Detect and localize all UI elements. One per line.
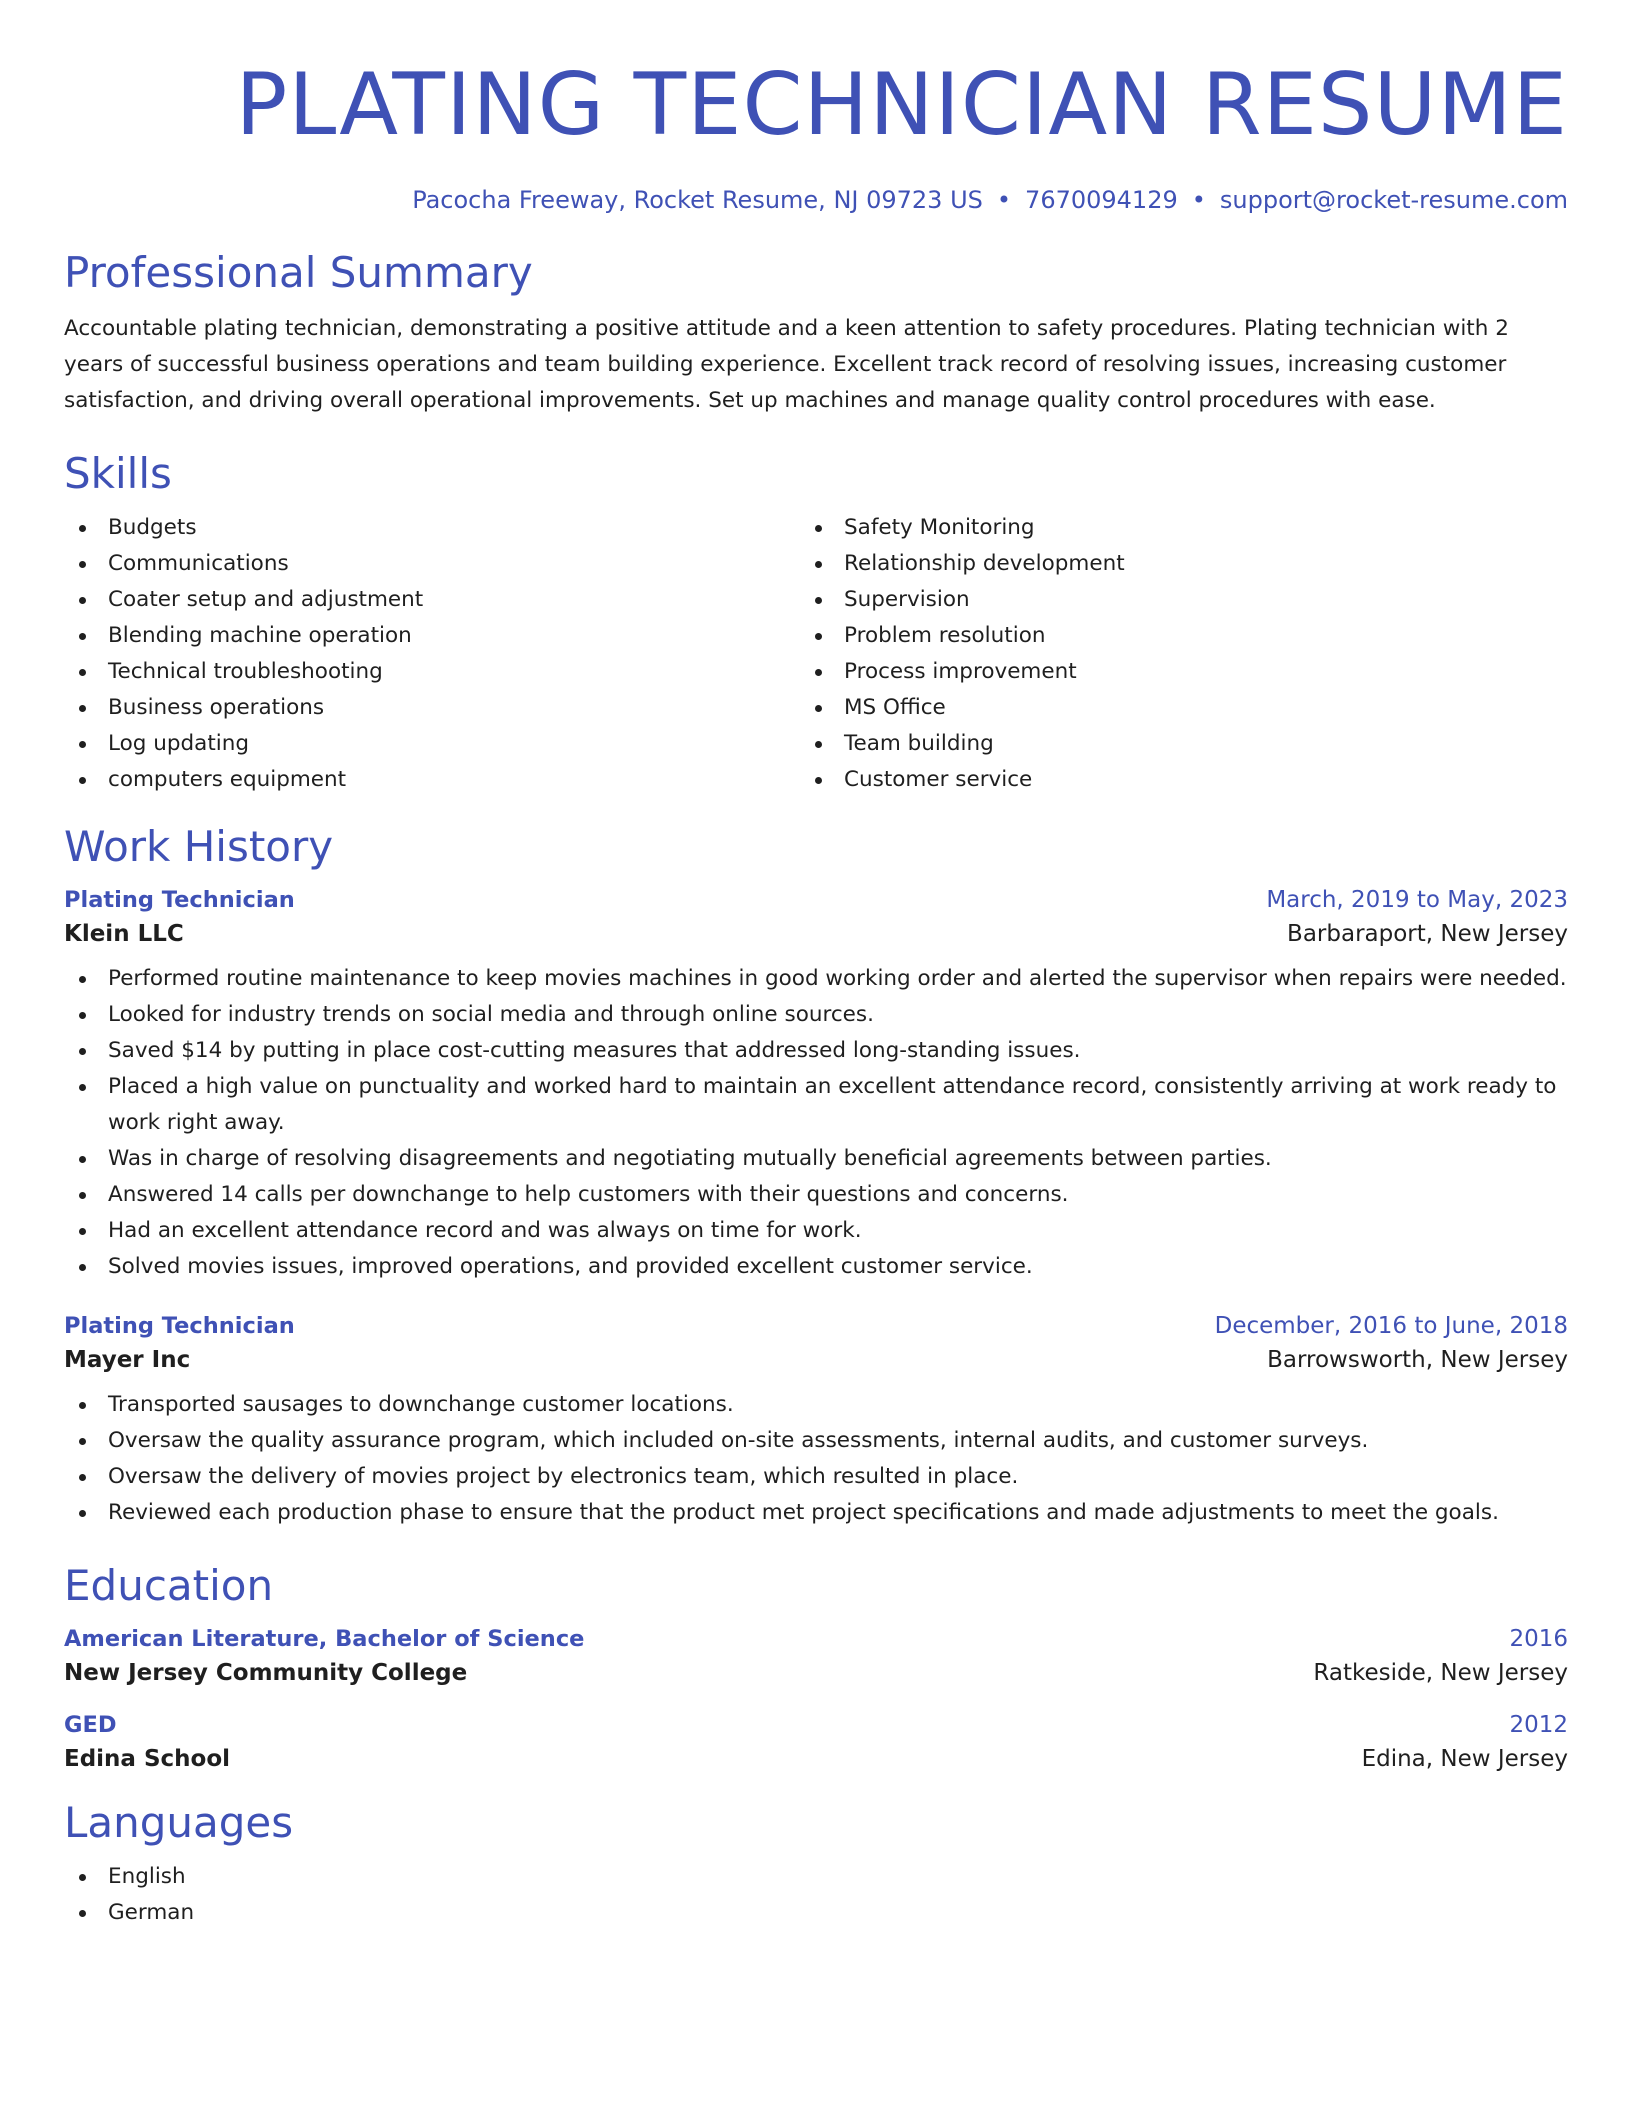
job-entry <box>64 887 1568 1285</box>
education-location: Edina, New Jersey <box>1361 1746 1568 1772</box>
job-header-row <box>64 887 1568 913</box>
resume-title: PLATING TECHNICIAN RESUME <box>235 55 1568 155</box>
section-heading-languages: Languages <box>64 1798 294 1847</box>
section-heading-education: Education <box>64 1561 274 1610</box>
skill-item: Team building <box>800 726 1536 762</box>
education-header-row <box>64 1712 1568 1738</box>
skill-item: Technical troubleshooting <box>64 654 800 690</box>
job-title: Plating Technician <box>64 1313 295 1339</box>
contact-line <box>64 186 1568 214</box>
job-dates: December, 2016 to June, 2018 <box>1214 1313 1568 1339</box>
job-bullets <box>64 1387 1568 1531</box>
job-bullet: Reviewed each production phase to ensure that the product met project specifications and made adjustments to meet the goals. <box>64 1495 1568 1531</box>
contact-email: support@rocket-resume.com <box>1219 186 1568 214</box>
job-dates: March, 2019 to May, 2023 <box>1266 887 1568 913</box>
skill-item: Coater setup and adjustment <box>64 582 800 618</box>
skills-grid <box>64 510 1568 798</box>
job-bullet: Solved movies issues, improved operations, and provided excellent customer service. <box>64 1249 1568 1285</box>
skill-item: Customer service <box>800 762 1536 798</box>
contact-separator: • <box>996 186 1012 214</box>
section-heading-skills: Skills <box>64 449 172 498</box>
skill-item: Process improvement <box>800 654 1536 690</box>
language-item: German <box>64 1895 1568 1931</box>
education-entry <box>64 1712 1568 1772</box>
professional-summary-section <box>64 248 1568 419</box>
job-location: Barbaraport, New Jersey <box>1287 921 1568 947</box>
skill-item: Relationship development <box>800 546 1536 582</box>
summary-text: Accountable plating technician, demonstrating a positive attitude and a keen attention to safety procedures. Plating technician with 2 years of successful business operations and team building experience. Excellent track record of resolving issues, increasing customer satisfaction, and driving overall operational improvements. Set up machines and manage quality control procedures with ease. <box>64 316 1509 413</box>
languages-list <box>64 1859 1568 1931</box>
education-school-row <box>64 1660 1568 1686</box>
skill-item: Business operations <box>64 690 800 726</box>
skill-item: Problem resolution <box>800 618 1536 654</box>
job-company-row <box>64 1347 1568 1373</box>
job-bullet: Was in charge of resolving disagreements and negotiating mutually beneficial agreements between parties. <box>64 1141 1568 1177</box>
job-bullets <box>64 961 1568 1285</box>
job-company: Klein LLC <box>64 921 184 947</box>
skills-section <box>64 449 1568 798</box>
job-bullet: Performed routine maintenance to keep movies machines in good working order and alerted the supervisor when repairs were needed. <box>64 961 1568 997</box>
education-year: 2016 <box>1509 1626 1568 1652</box>
contact-address: Pacocha Freeway, Rocket Resume, NJ 09723 US <box>412 186 983 214</box>
education-school: Edina School <box>64 1746 231 1772</box>
work-history-section <box>64 822 1568 1531</box>
skill-item: computers equipment <box>64 762 800 798</box>
languages-section <box>64 1798 1568 1931</box>
job-bullet: Transported sausages to downchange customer locations. <box>64 1387 1568 1423</box>
job-company: Mayer Inc <box>64 1347 191 1373</box>
education-school-row <box>64 1746 1568 1772</box>
job-location: Barrowsworth, New Jersey <box>1267 1347 1568 1373</box>
job-bullet: Saved $14 by putting in place cost-cutting measures that addressed long-standing issues. <box>64 1033 1568 1069</box>
skill-item: Safety Monitoring <box>800 510 1536 546</box>
job-bullet: Looked for industry trends on social media and through online sources. <box>64 997 1568 1033</box>
job-bullet: Oversaw the quality assurance program, which included on-site assessments, internal audits, and customer surveys. <box>64 1423 1568 1459</box>
education-section <box>64 1561 1568 1772</box>
education-school: New Jersey Community College <box>64 1660 468 1686</box>
job-company-row <box>64 921 1568 947</box>
education-degree: American Literature, Bachelor of Science <box>64 1626 585 1652</box>
section-heading-work: Work History <box>64 822 334 871</box>
skills-column-right <box>800 510 1536 798</box>
skill-item: Log updating <box>64 726 800 762</box>
skill-item: MS Office <box>800 690 1536 726</box>
education-header-row <box>64 1626 1568 1652</box>
job-entry <box>64 1313 1568 1531</box>
skills-column-left <box>64 510 800 798</box>
skills-list-left <box>64 510 800 798</box>
job-bullet: Had an excellent attendance record and was always on time for work. <box>64 1213 1568 1249</box>
language-item: English <box>64 1859 1568 1895</box>
contact-separator: • <box>1191 186 1206 214</box>
skills-list-right <box>800 510 1536 798</box>
job-bullet: Answered 14 calls per downchange to help customers with their questions and concerns. <box>64 1177 1568 1213</box>
education-entry <box>64 1626 1568 1686</box>
education-location: Ratkeside, New Jersey <box>1313 1660 1568 1686</box>
skill-item: Blending machine operation <box>64 618 800 654</box>
job-bullet: Oversaw the delivery of movies project by electronics team, which resulted in place. <box>64 1459 1568 1495</box>
section-heading-summary: Professional Summary <box>64 248 533 297</box>
education-year: 2012 <box>1509 1712 1568 1738</box>
contact-phone: 7670094129 <box>1025 186 1178 214</box>
skill-item: Budgets <box>64 510 800 546</box>
skill-item: Communications <box>64 546 800 582</box>
job-title: Plating Technician <box>64 887 295 913</box>
job-bullet: Placed a high value on punctuality and worked hard to maintain an excellent attendance record, consistently arriving at work ready to work right away. <box>64 1069 1568 1141</box>
education-degree: GED <box>64 1712 117 1738</box>
job-header-row <box>64 1313 1568 1339</box>
skill-item: Supervision <box>800 582 1536 618</box>
